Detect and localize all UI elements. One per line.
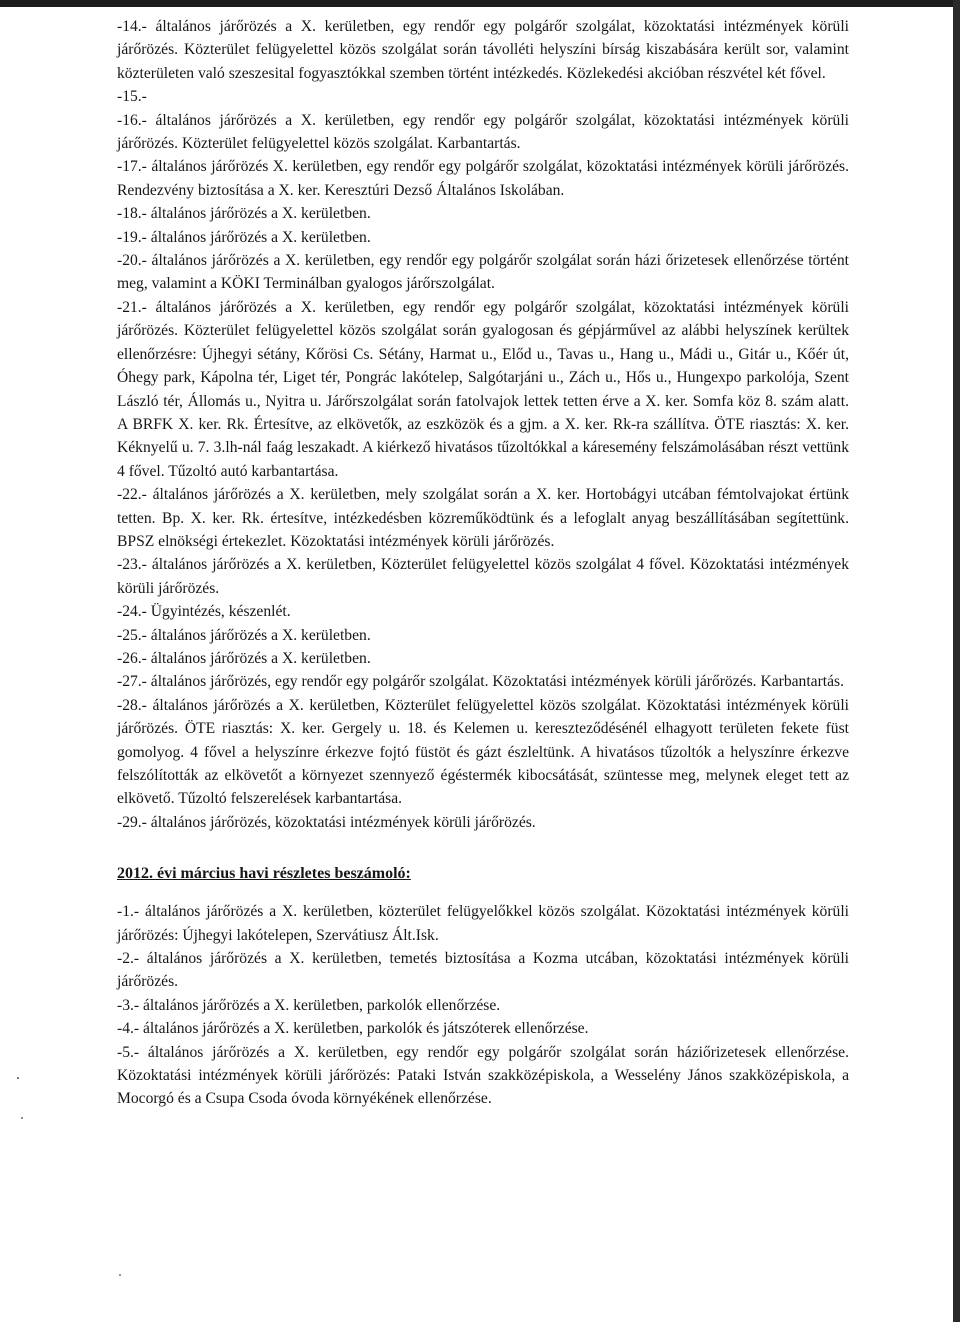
report-body [117, 15, 849, 1111]
entry-day-15: -15.- [117, 88, 147, 106]
march-entry-day-5: -5.- általános járőrözés a X. kerületben, egy rendőr egy polgárőr szolgálat során háziőrizetesek ellenőrzése. Közoktatási intézmények körüli járőrözés: Pataki István szakközépiskola, a Wesselény János szakközépiskola, a Mocorgó és a Csupa Csoda óvoda környékének ellenőrzése. [117, 1043, 849, 1108]
march-entry-day-2: -2.- általános járőrözés a X. kerületben, temetés biztosítása a Kozma utcában, közoktatási intézmények körüli járőrözés. [117, 950, 849, 991]
scan-border-right [953, 0, 960, 1322]
march-entry-day-1: -1.- általános járőrözés a X. kerületben, közterület felügyelőkkel közös szolgálat. Közoktatási intézmények körüli járőrözés: Újhegyi lakótelepen, Szervátiusz Ált.Isk. [117, 903, 849, 944]
entry-day-24: -24.- Ügyintézés, készenlét. [117, 603, 291, 621]
entry-day-20: -20.- általános járőrözés a X. kerületben, egy rendőr egy polgárőr szolgálat során házi őrizetesek ellenőrzése történt meg, valamint a KÖKI Terminálban gyalogos járőrszolgálat. [117, 252, 849, 293]
entry-day-14: -14.- általános járőrözés a X. kerületben, egy rendőr egy polgárőr szolgálat, közoktatási intézmények körüli járőrözés. Közterület felügyelettel közös szolgálat során távolléti helyszíni bírság kiszabására került sor, valamint közterületen való szeszesital fogyasztókkal szemben történt intézkedés. Közlekedési akcióban részvétel két fővel. [117, 18, 849, 82]
entry-day-28: -28.- általános járőrözés a X. kerületben, Közterület felügyelettel közös szolgálat. Közoktatási intézmények körüli járőrözés. ÖTE riasztás: X. ker. Gergely u. 18. és Kelemen u. kereszteződésénél elhagyott területen fekete füst gomolyog. 4 fővel a helyszínre érkezve fojtó füstöt és gázt észleltünk. A hivatásos tűzoltók a helyszínre érkezve felszólították az elkövetőt a környezet szennyező égéstermék kibocsátását, szüntesse meg, melynek eleget tett az elkövető. Tűzoltó felszerelések karbantartása. [117, 696, 849, 808]
entry-day-16: -16.- általános járőrözés a X. kerületben, egy rendőr egy polgárőr szolgálat, közoktatási intézmények körüli járőrözés. Közterület felügyelettel közös szolgálat. Karbantartás. [117, 111, 849, 153]
entry-day-29: -29.- általános járőrözés, közoktatási intézmények körüli járőrözés. [117, 813, 536, 831]
entry-day-26: -26.- általános járőrözés a X. kerületben. [117, 649, 371, 667]
entry-day-18: -18.- általános járőrözés a X. kerületben. [117, 205, 371, 223]
entry-day-23: -23.- általános járőrözés a X. kerületben, Közterület felügyelettel közös szolgálat 4 fővel. Közoktatási intézmények körüli járőrözés. [117, 556, 849, 597]
entry-day-25: -25.- általános járőrözés a X. kerületben. [117, 626, 371, 644]
march-entry-day-4: -4.- általános járőrözés a X. kerületben, parkolók és játszóterek ellenőrzése. [117, 1020, 589, 1038]
entry-day-19: -19.- általános járőrözés a X. kerületben. [117, 228, 371, 246]
scan-border-top [0, 0, 960, 7]
entry-day-17: -17.- általános járőrözés X. kerületben, egy rendőr egy polgárőr szolgálat, közoktatási intézmények körüli járőrözés. Rendezvény biztosítása a X. ker. Keresztúri Dezső Általános Iskolában. [117, 158, 849, 199]
entry-day-27: -27.- általános járőrözés, egy rendőr egy polgárőr szolgálat. Közoktatási intézmények körüli járőrözés. Karbantartás. [117, 673, 844, 691]
section-heading: 2012. évi március havi részletes beszámoló: [117, 865, 411, 883]
march-entry-day-3: -3.- általános járőrözés a X. kerületben, parkolók ellenőrzése. [117, 996, 501, 1014]
entry-day-22: -22.- általános járőrözés a X. kerületben, mely szolgálat során a X. ker. Hortobágyi utcában fémtolvajokat értünk tetten. Bp. X. ker. Rk. értesítve, intézkedésben közreműködtünk és a lefoglalt anyag beszállításában segítettünk. BPSZ elnökségi értekezlet. Közoktatási intézmények körüli járőrözés. [117, 486, 849, 550]
entry-day-21: -21.- általános járőrözés a X. kerületben, egy rendőr egy polgárőr szolgálat, közoktatási intézmények körüli járőrözés. Közterület felügyelettel közös szolgálat során gyalogosan és gépjárművel az alábbi helyszínek kerültek ellenőrzésre: Újhegyi sétány, Kőrösi Cs. Sétány, Harmat u., Előd u., Tavas u., Hang u., Mádi u., Gitár u., Kőér út, Óhegy park, Kápolna tér, Liget tér, Pongrác lakótelep, Salgótarjáni u., Zách u., Hős u., Hungexpo parkolója, Szent László tér, Állomás u., Nyitra u. Járőrszolgálat során fatolvajok lettek tetten érve a X. ker. Somfa köz 8. szám alatt. A BRFK X. ker. Rk. Értesítve, az elkövetők, az eszközök és a gjm. a X. ker. Rk-ra szállítva. ÖTE riasztás: X. ker. Kéknyelű u. 7. 3.lh-nál faág leszakadt. A kiérkező hivatásos tűzoltókkal a káresemény felszámolásában részt vettünk 4 fővel. Tűzoltó autó karbantartása. [117, 298, 849, 480]
